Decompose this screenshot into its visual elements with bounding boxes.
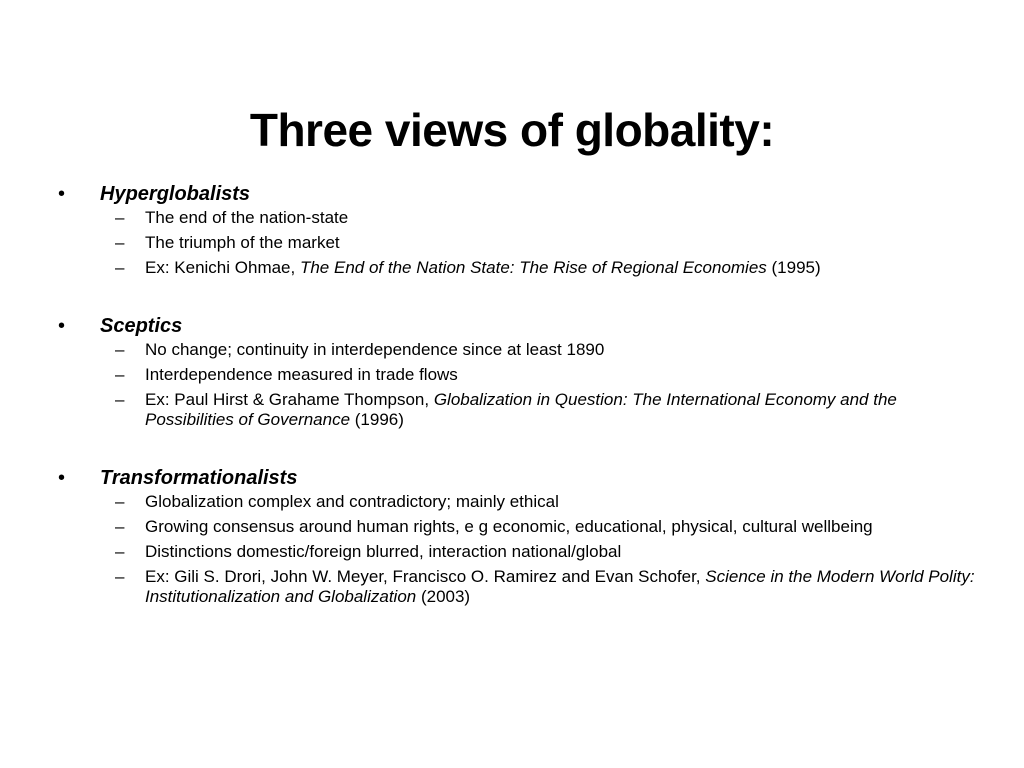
bullet-icon: • bbox=[58, 315, 66, 337]
slide-title: Three views of globality: bbox=[249, 104, 775, 156]
list-item bbox=[58, 517, 978, 537]
section-sceptics bbox=[58, 312, 978, 430]
list-item bbox=[58, 258, 978, 278]
slide-content bbox=[58, 180, 978, 641]
dash-icon: – bbox=[115, 567, 125, 586]
sub-list bbox=[58, 208, 978, 278]
list-item-text: Growing consensus around human rights, e g economic, educational, physical, cultural wellbeing bbox=[145, 517, 873, 536]
bullet-icon: • bbox=[58, 467, 66, 489]
list-item-suffix: (2003) bbox=[416, 587, 471, 606]
dash-icon: – bbox=[115, 233, 125, 252]
sub-list bbox=[58, 340, 978, 430]
dash-icon: – bbox=[115, 390, 125, 409]
section-heading bbox=[58, 312, 978, 340]
list-item bbox=[58, 233, 978, 253]
list-item-prefix: Ex: Kenichi Ohmae, bbox=[145, 258, 300, 277]
list-item-suffix: (1996) bbox=[350, 410, 404, 429]
section-transformationalists bbox=[58, 464, 978, 607]
list-item-text: The triumph of the market bbox=[145, 233, 340, 252]
section-heading-text: Transformationalists bbox=[100, 467, 298, 489]
section-heading bbox=[58, 464, 978, 492]
list-item bbox=[58, 492, 978, 512]
book-title: Globalization in Question: The International Economy and the Possibilities of Governance bbox=[145, 390, 897, 429]
list-item-text: Globalization complex and contradictory; mainly ethical bbox=[145, 492, 559, 511]
list-item-prefix: Ex: Gili S. Drori, John W. Meyer, Francisco O. Ramirez and Evan Schofer, bbox=[145, 567, 706, 586]
list-item bbox=[58, 208, 978, 228]
list-item-prefix: Ex: Paul Hirst & Grahame Thompson, bbox=[145, 390, 434, 409]
book-title: The End of the Nation State: The Rise of Regional Economies bbox=[299, 258, 767, 277]
dash-icon: – bbox=[115, 517, 125, 536]
dash-icon: – bbox=[115, 258, 125, 277]
section-heading bbox=[58, 180, 978, 208]
list-item bbox=[58, 567, 978, 607]
list-item bbox=[58, 340, 978, 360]
list-item bbox=[58, 390, 978, 430]
list-item bbox=[58, 365, 978, 385]
dash-icon: – bbox=[115, 340, 125, 359]
section-heading-text: Sceptics bbox=[100, 315, 183, 337]
list-item-text: No change; continuity in interdependence since at least 1890 bbox=[145, 340, 605, 359]
book-title: Science in the Modern World Polity: Institutionalization and Globalization bbox=[145, 567, 975, 606]
list-item-suffix: (1995) bbox=[766, 258, 821, 277]
list-item-text: The end of the nation-state bbox=[145, 208, 349, 227]
list-item-text: Distinctions domestic/foreign blurred, interaction national/global bbox=[145, 542, 622, 561]
list-item bbox=[58, 542, 978, 562]
sub-list bbox=[58, 492, 978, 607]
list-item-text: Interdependence measured in trade flows bbox=[145, 365, 458, 384]
dash-icon: – bbox=[115, 492, 125, 511]
dash-icon: – bbox=[115, 542, 125, 561]
section-heading-text: Hyperglobalists bbox=[100, 183, 251, 205]
bullet-icon: • bbox=[58, 183, 66, 205]
section-hyperglobalists bbox=[58, 180, 978, 278]
dash-icon: – bbox=[115, 365, 125, 384]
dash-icon: – bbox=[115, 208, 125, 227]
